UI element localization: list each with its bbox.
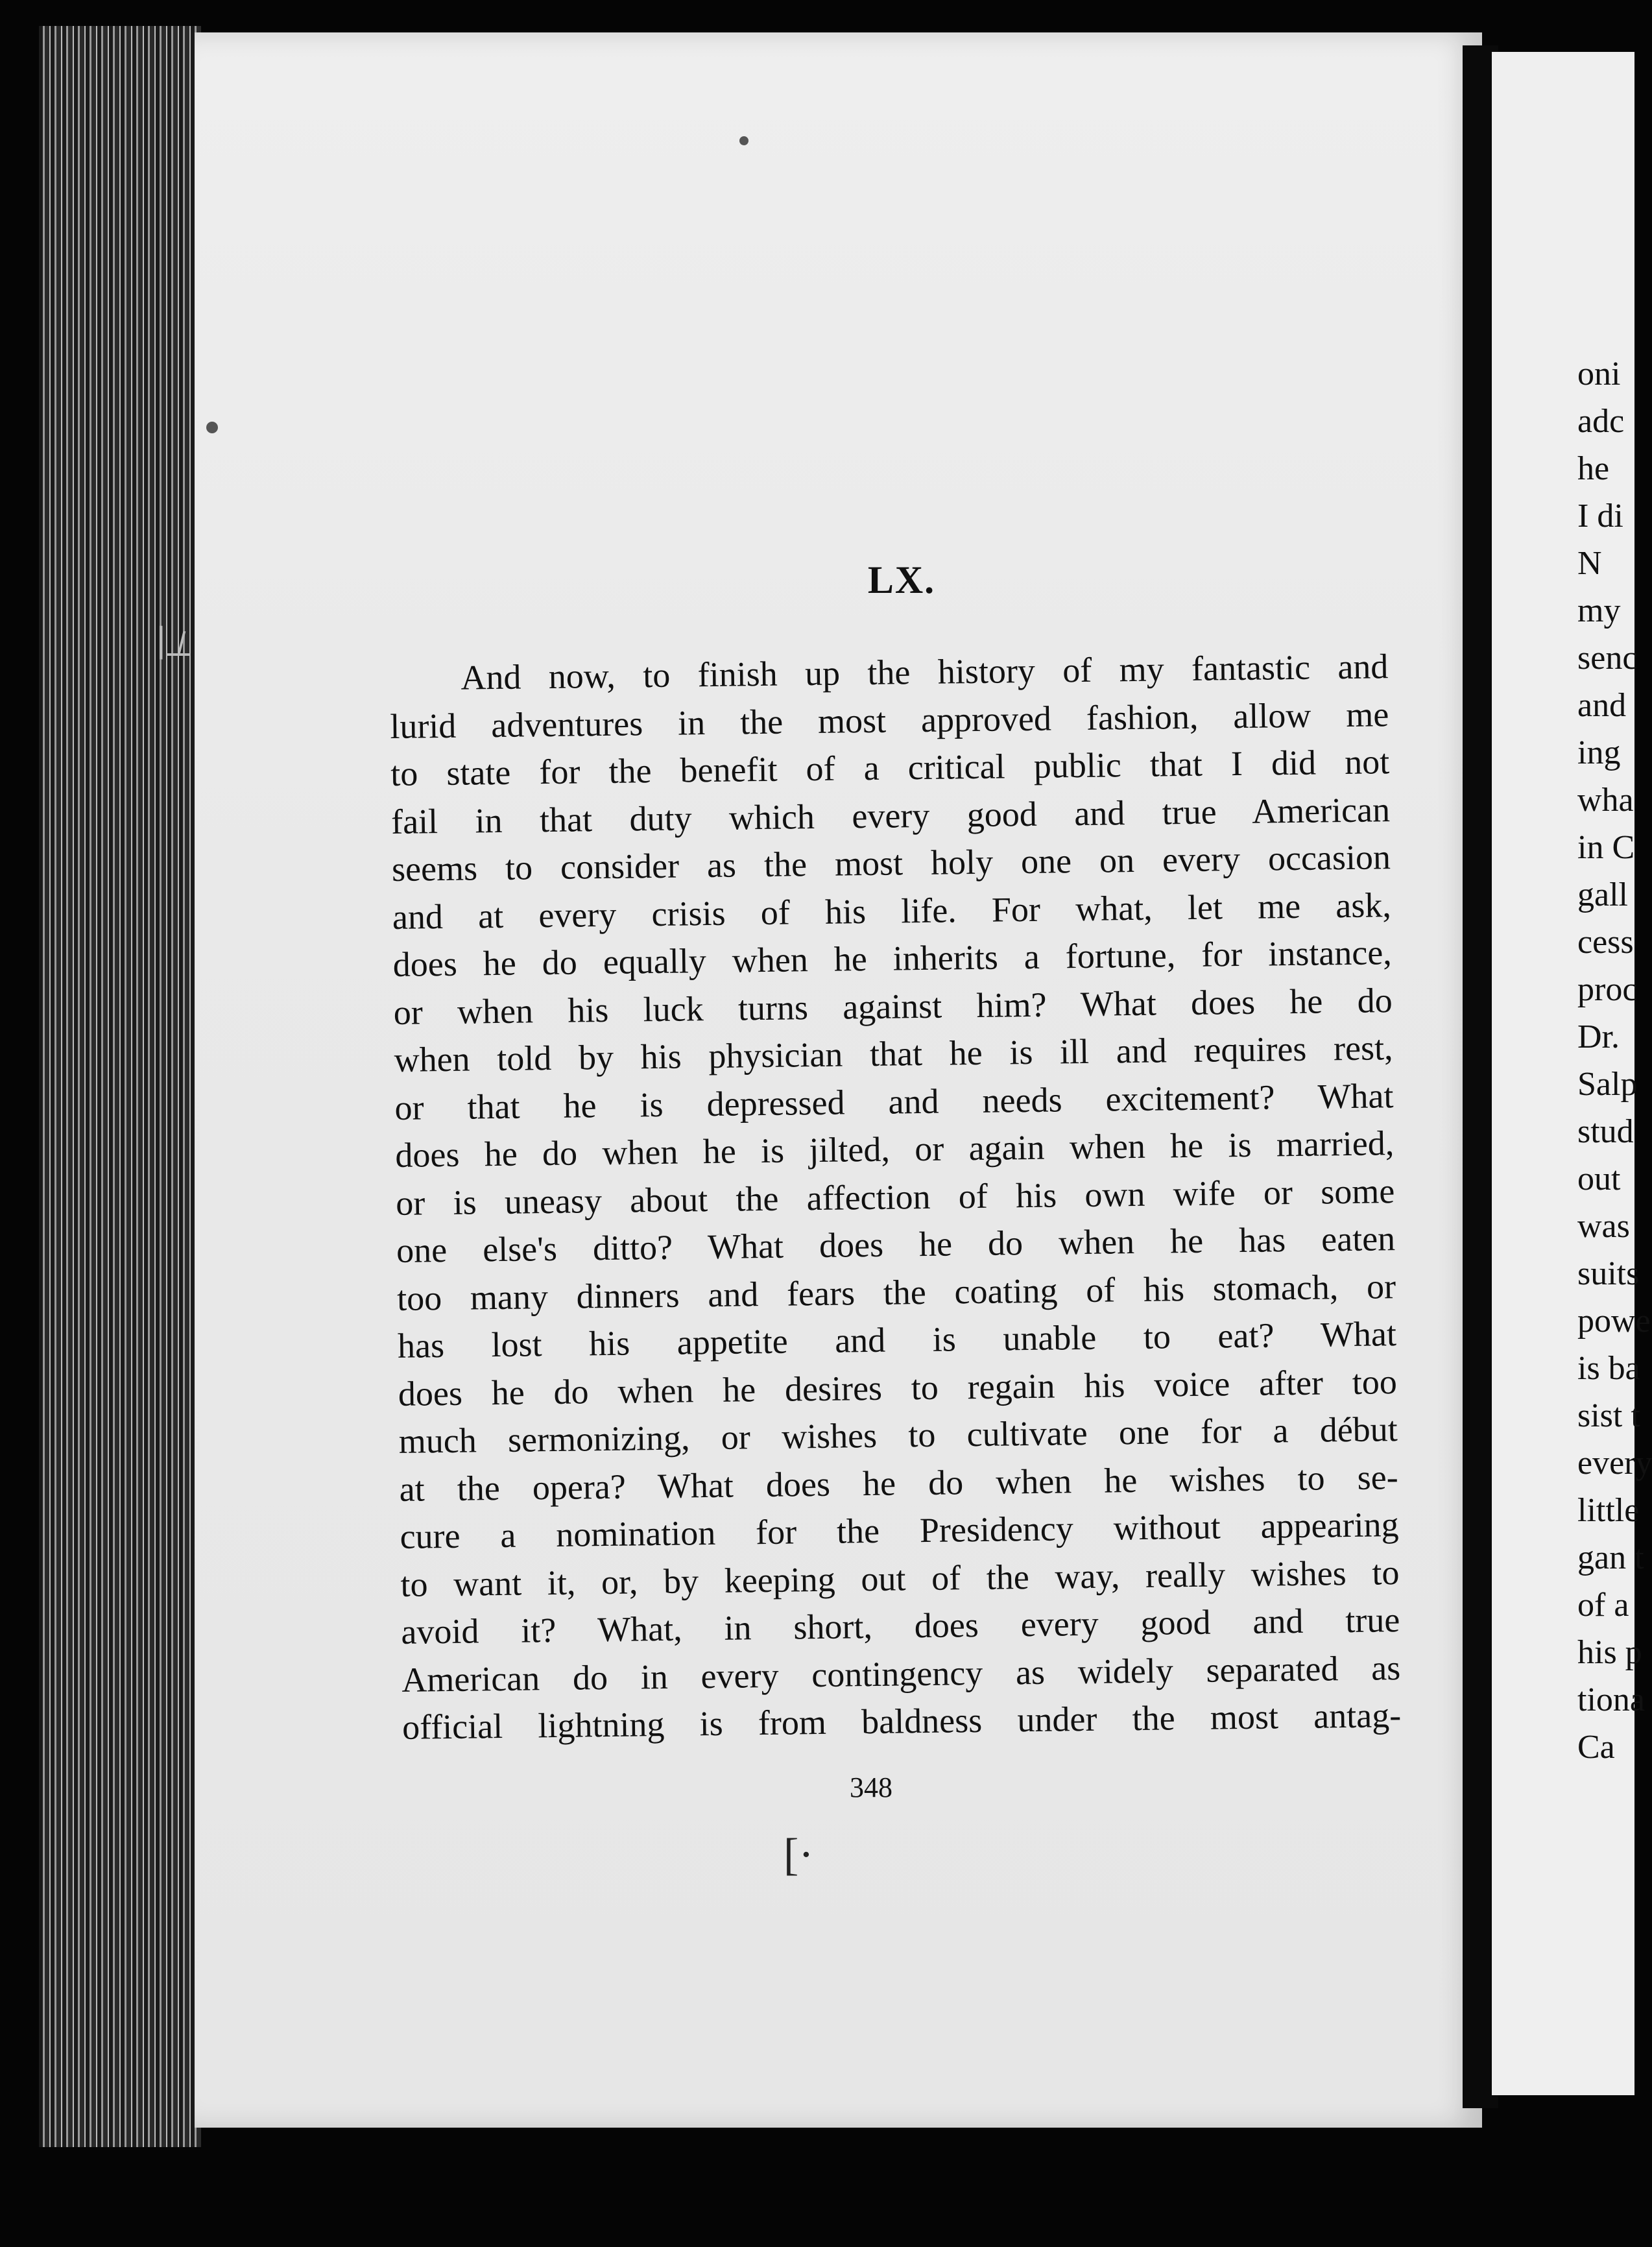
- text-line: cure a nomination for the Presidency without appearing: [400, 1505, 1399, 1556]
- text-fragment: and: [1577, 687, 1627, 724]
- text-fragment: oni: [1577, 355, 1621, 392]
- text-line: does he do when he desires to regain his voice after too: [398, 1362, 1398, 1413]
- right-page-text: [1577, 350, 1652, 1771]
- text-fragment: my: [1577, 592, 1621, 629]
- text-fragment: I di: [1577, 498, 1623, 535]
- book-page-edges: [39, 26, 201, 2147]
- text-fragment: Ca: [1577, 1729, 1615, 1766]
- text-line: And now, to finish up the history of my fantastic and: [461, 647, 1389, 697]
- text-line: seems to consider as the most holy one on every occasion: [391, 837, 1391, 889]
- text-fragment: tiona: [1577, 1681, 1645, 1718]
- text-line: one else's ditto? What does he do when he has eaten: [396, 1219, 1396, 1270]
- text-line: at the opera? What does he do when he wishes to se-: [399, 1457, 1398, 1509]
- text-fragment: Dr.: [1577, 1018, 1620, 1055]
- text-fragment: his p: [1577, 1634, 1642, 1671]
- text-fragment: gall: [1577, 876, 1628, 913]
- text-fragment: out: [1577, 1160, 1621, 1197]
- text-line: too many dinners and fears the coating of his stomach, or: [396, 1266, 1396, 1318]
- text-fragment: adc: [1577, 403, 1625, 440]
- chapter-heading: LX.: [867, 559, 936, 601]
- page-number: 348: [850, 1772, 892, 1803]
- text-fragment: every: [1577, 1445, 1652, 1482]
- text-fragment: cess: [1577, 924, 1634, 961]
- text-line: or that he is depressed and needs excitement? What: [394, 1075, 1394, 1127]
- text-line: does he do equally when he inherits a fortune, for instance,: [392, 933, 1393, 984]
- text-line: American do in every contingency as widely separated as: [401, 1648, 1401, 1700]
- ink-speck: [739, 136, 748, 145]
- text-line: fail in that duty which every good and true American: [390, 789, 1391, 841]
- text-fragment: was: [1577, 1208, 1630, 1245]
- text-fragment: N: [1577, 545, 1602, 582]
- text-fragment: sist t: [1577, 1397, 1640, 1434]
- text-fragment: gan t: [1577, 1539, 1644, 1576]
- text-fragment: stud: [1577, 1113, 1634, 1150]
- text-fragment: proc: [1577, 971, 1638, 1008]
- text-fragment: wha: [1577, 782, 1634, 819]
- text-fragment: suits: [1577, 1255, 1640, 1292]
- text-fragment: senc: [1577, 640, 1638, 677]
- text-line: to state for the benefit of a critical public that I did not: [390, 742, 1390, 793]
- text-line: or when his luck turns against him? What does he do: [393, 980, 1393, 1032]
- text-line: and at every crisis of his life. For what, let me ask,: [392, 885, 1392, 937]
- text-line: much sermonizing, or wishes to cultivate one for a début: [398, 1410, 1398, 1461]
- bracket-mark: [·: [784, 1830, 814, 1880]
- text-fragment: in C: [1577, 829, 1635, 866]
- margin-scribble: ∣⟂: [156, 624, 191, 664]
- text-fragment: little: [1577, 1492, 1640, 1529]
- text-fragment: ing: [1577, 734, 1621, 771]
- text-line: official lightning is from baldness under the most antag-: [401, 1696, 1402, 1747]
- text-fragment: he: [1577, 450, 1610, 487]
- chapter-body-text: [389, 643, 1402, 1751]
- text-fragment: is ba: [1577, 1350, 1640, 1387]
- text-line: avoid it? What, in short, does every good and true: [401, 1600, 1400, 1652]
- text-line: to want it, or, by keeping out of the way, really wishes to: [400, 1552, 1400, 1604]
- ink-speck: [206, 422, 218, 433]
- text-fragment: of a: [1577, 1587, 1629, 1624]
- text-fragment: Salp: [1577, 1066, 1638, 1103]
- text-line: or is uneasy about the affection of his own wife or some: [395, 1171, 1395, 1223]
- text-line: has lost his appetite and is unable to eat? What: [397, 1314, 1397, 1365]
- text-fragment: powe: [1577, 1303, 1651, 1340]
- text-line: does he do when he is jilted, or again when he is married,: [395, 1124, 1395, 1175]
- text-line: when told by his physician that he is ill and requires rest,: [394, 1028, 1393, 1079]
- text-line: lurid adventures in the most approved fashion, allow me: [389, 694, 1389, 746]
